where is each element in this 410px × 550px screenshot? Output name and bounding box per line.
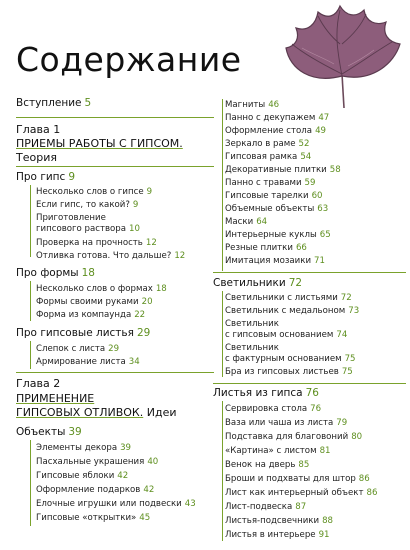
divider <box>16 372 214 373</box>
decorative-leaf-illustration <box>282 4 402 112</box>
toc-item[interactable]: с фактурным основанием 75 <box>225 354 356 364</box>
toc-item[interactable]: Зеркало в раме 52 <box>225 139 310 149</box>
toc-item[interactable]: Оформление подарков 42 <box>36 485 155 495</box>
toc-item[interactable]: Несколько слов о формах 18 <box>36 284 167 294</box>
toc-item[interactable]: Светильник <box>225 343 279 353</box>
toc-item[interactable]: Отливка готова. Что дальше? 12 <box>36 251 186 261</box>
toc-item[interactable]: Панно с травами 59 <box>225 178 316 188</box>
toc-item[interactable]: Гипсовые яблоки 42 <box>36 471 129 481</box>
chapter2-title[interactable]: ПРИМЕНЕНИЕ <box>16 392 95 405</box>
toc-item[interactable]: Оформление стола 49 <box>225 126 326 136</box>
toc-section[interactable]: Объекты 39 <box>16 426 82 438</box>
toc-item[interactable]: Декоративные плитки 58 <box>225 165 341 175</box>
toc-item[interactable]: Бра из гипсовых листьев 75 <box>225 367 353 377</box>
toc-section[interactable]: Светильники 72 <box>213 277 303 289</box>
divider <box>16 117 214 118</box>
toc-item[interactable]: Светильник <box>225 319 279 329</box>
toc-item[interactable]: с гипсовым основанием 74 <box>225 330 348 340</box>
section-bracket <box>222 401 223 541</box>
toc-item[interactable]: Имитация мозаики 71 <box>225 256 325 266</box>
toc-item[interactable]: Армирование листа 34 <box>36 357 140 367</box>
toc-section[interactable]: Про формы 18 <box>16 267 95 279</box>
toc-section[interactable]: Листья из гипса 76 <box>213 387 319 399</box>
toc-item[interactable]: Форма из компаунда 22 <box>36 310 146 320</box>
toc-item[interactable]: Ваза или чаша из листа 79 <box>225 418 348 428</box>
toc-item[interactable]: Панно с декупажем 47 <box>225 113 330 123</box>
toc-item[interactable]: Пасхальные украшения 40 <box>36 457 159 467</box>
page-title: Содержание <box>16 40 242 79</box>
toc-item[interactable]: Елочные игрушки или подвески 43 <box>36 499 196 509</box>
divider <box>213 383 406 384</box>
toc-item[interactable]: Светильники с листьями 72 <box>225 293 352 303</box>
divider <box>213 272 406 273</box>
toc-item[interactable]: Гипсовые «открытки» 45 <box>36 513 151 523</box>
toc-item[interactable]: Лист-подвеска 87 <box>225 502 307 512</box>
section-bracket <box>30 281 31 321</box>
toc-item[interactable]: Листья-подсвечники 88 <box>225 516 334 526</box>
section-bracket <box>222 291 223 377</box>
toc-item[interactable]: «Картина» с листом 81 <box>225 446 331 456</box>
toc-item[interactable]: Листья в интерьере 91 <box>225 530 330 540</box>
divider <box>16 166 214 167</box>
toc-item[interactable]: Если гипс, то какой? 9 <box>36 200 139 210</box>
chapter1-label: Глава 1 <box>16 123 61 136</box>
toc-item[interactable]: Объемные объекты 63 <box>225 204 329 214</box>
toc-item[interactable]: Проверка на прочность 12 <box>36 238 157 248</box>
toc-item[interactable]: Гипсовые тарелки 60 <box>225 191 323 201</box>
toc-item[interactable]: Приготовление <box>36 213 106 223</box>
toc-item[interactable]: Формы своими руками 20 <box>36 297 153 307</box>
toc-intro[interactable]: Вступление 5 <box>16 97 92 109</box>
toc-item[interactable]: Венок на дверь 85 <box>225 460 310 470</box>
toc-item[interactable]: Слепок с листа 29 <box>36 344 120 354</box>
toc-section[interactable]: Про гипс 9 <box>16 171 75 183</box>
chapter2-label: Глава 2 <box>16 377 61 390</box>
toc-item[interactable]: Подставка для благовоний 80 <box>225 432 363 442</box>
chapter1-subtitle: Теория <box>16 151 57 164</box>
section-bracket <box>222 99 223 271</box>
section-bracket <box>30 341 31 369</box>
toc-item[interactable]: Элементы декора 39 <box>36 443 132 453</box>
toc-item[interactable]: Магниты 46 <box>225 100 280 110</box>
toc-item[interactable]: Сервировка стола 76 <box>225 404 322 414</box>
toc-item[interactable]: Гипсовая рамка 54 <box>225 152 312 162</box>
section-bracket <box>30 185 31 257</box>
toc-item[interactable]: Несколько слов о гипсе 9 <box>36 187 153 197</box>
toc-item[interactable]: Интерьерные куклы 65 <box>225 230 331 240</box>
toc-item[interactable]: гипсового раствора 10 <box>36 224 140 234</box>
toc-item[interactable]: Маски 64 <box>225 217 268 227</box>
toc-item[interactable]: Лист как интерьерный объект 86 <box>225 488 378 498</box>
toc-section[interactable]: Про гипсовые листья 29 <box>16 327 151 339</box>
chapter1-title[interactable]: ПРИЕМЫ РАБОТЫ С ГИПСОМ. <box>16 137 183 150</box>
toc-item[interactable]: Броши и подхваты для штор 86 <box>225 474 370 484</box>
section-bracket <box>30 440 31 526</box>
toc-item[interactable]: Резные плитки 66 <box>225 243 307 253</box>
chapter2-title-line2[interactable]: ГИПСОВЫХ ОТЛИВОК. Идеи <box>16 406 177 419</box>
toc-item[interactable]: Светильник с медальоном 73 <box>225 306 360 316</box>
